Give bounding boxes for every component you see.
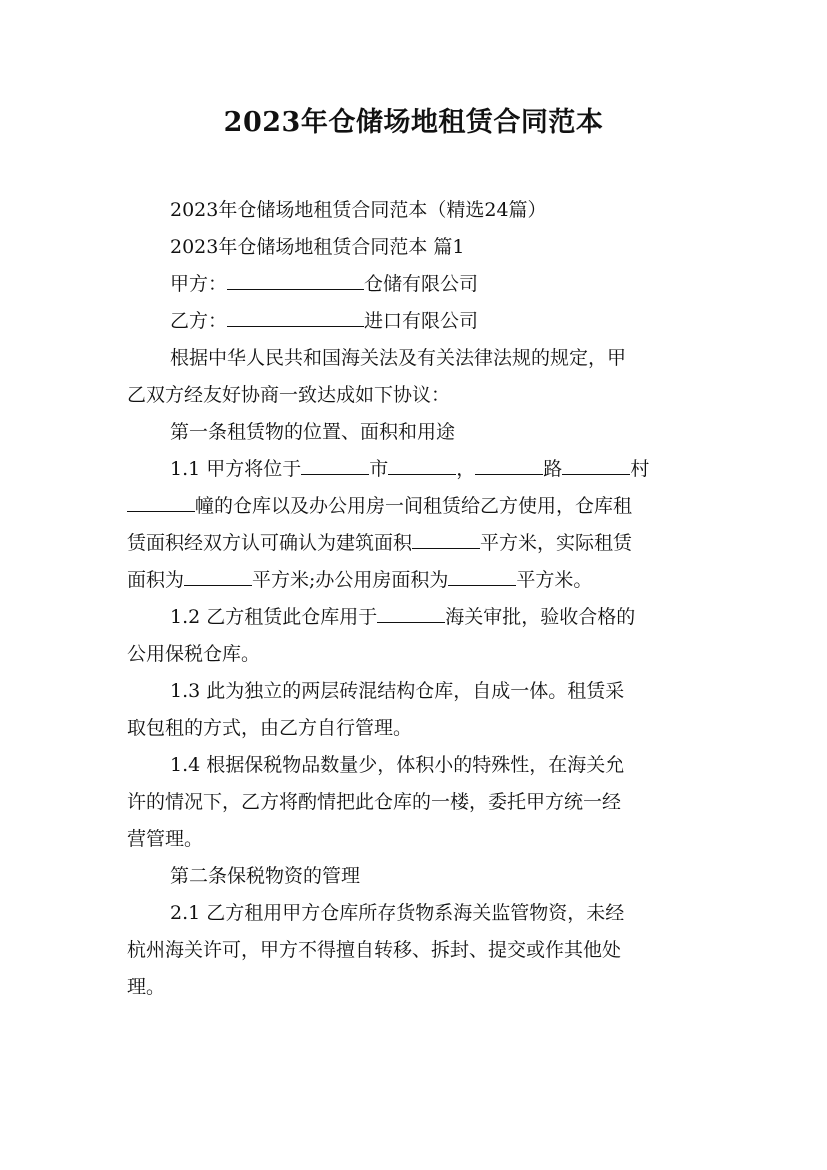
text-line: 公用保税仓库。 [127, 643, 261, 665]
blank-field [227, 308, 364, 327]
blank-field [377, 604, 445, 623]
section-heading: 第一条租赁物的位置、面积和用途 [170, 421, 456, 443]
text-fragment: 平方米。 [516, 569, 593, 591]
text-line: 2023年仓储场地租赁合同范本（精选24篇） [170, 199, 547, 221]
text-fragment: 1.2 乙方租赁此仓库用于 [170, 606, 378, 628]
text-line: 理。 [127, 976, 166, 998]
text-line: 许的情况下，乙方将酌情把此仓库的一楼，委托甲方统一经 [127, 791, 622, 813]
party-b-label: 乙方： [170, 310, 228, 332]
text-line: 2023年仓储场地租赁合同范本 篇1 [170, 236, 465, 258]
text-line [127, 451, 702, 488]
text-line: 乙双方经友好协商一致达成如下协议： [127, 384, 451, 406]
text-line: 取包租的方式，由乙方自行管理。 [127, 717, 413, 739]
text-line: 1.4 根据保税物品数量少，体积小的特殊性，在海关允 [170, 754, 625, 776]
blank-field [448, 567, 516, 586]
blank-field [301, 456, 369, 475]
text-fragment: 1.1 甲方将位于 [170, 458, 302, 480]
party-b-suffix: 进口有限公司 [364, 310, 479, 332]
text-fragment: ， [456, 458, 476, 480]
text-fragment: 面积为 [127, 569, 185, 591]
text-fragment: 海关审批，验收合格的 [445, 606, 636, 628]
text-fragment: 村 [630, 458, 650, 480]
text-line: 2.1 乙方租用甲方仓库所存货物系海关监管物资，未经 [170, 902, 625, 924]
text-fragment: 平方米，实际租赁 [480, 532, 633, 554]
blank-field [475, 456, 543, 475]
text-line [127, 599, 702, 636]
document-body [127, 192, 702, 1006]
text-line-party-b [127, 303, 702, 340]
text-line: 营管理。 [127, 828, 204, 850]
document-title: 2023年仓储场地租赁合同范本 [223, 107, 604, 138]
text-fragment: 市 [369, 458, 389, 480]
text-fragment: 赁面积经双方认可确认为建筑面积 [127, 532, 413, 554]
text-line: 1.3 此为独立的两层砖混结构仓库，自成一体。租赁采 [170, 680, 625, 702]
text-fragment: 路 [543, 458, 563, 480]
blank-field [388, 456, 456, 475]
text-fragment: 幢的仓库以及办公用房一间租赁给乙方使用，仓库租 [195, 495, 633, 517]
text-line: 杭州海关许可，甲方不得擅自转移、拆封、提交或作其他处 [127, 939, 622, 961]
party-a-suffix: 仓储有限公司 [364, 273, 479, 295]
text-line-party-a [127, 266, 702, 303]
blank-field [127, 493, 195, 512]
text-line [127, 525, 702, 562]
text-line [127, 562, 702, 599]
text-fragment: 平方米;办公用房面积为 [252, 569, 449, 591]
blank-field [562, 456, 630, 475]
blank-field [184, 567, 252, 586]
text-line [127, 488, 702, 525]
text-line: 根据中华人民共和国海关法及有关法律法规的规定，甲 [170, 347, 627, 369]
blank-field [227, 271, 364, 290]
party-a-label: 甲方： [170, 273, 228, 295]
section-heading: 第二条保税物资的管理 [170, 865, 361, 887]
blank-field [412, 530, 480, 549]
